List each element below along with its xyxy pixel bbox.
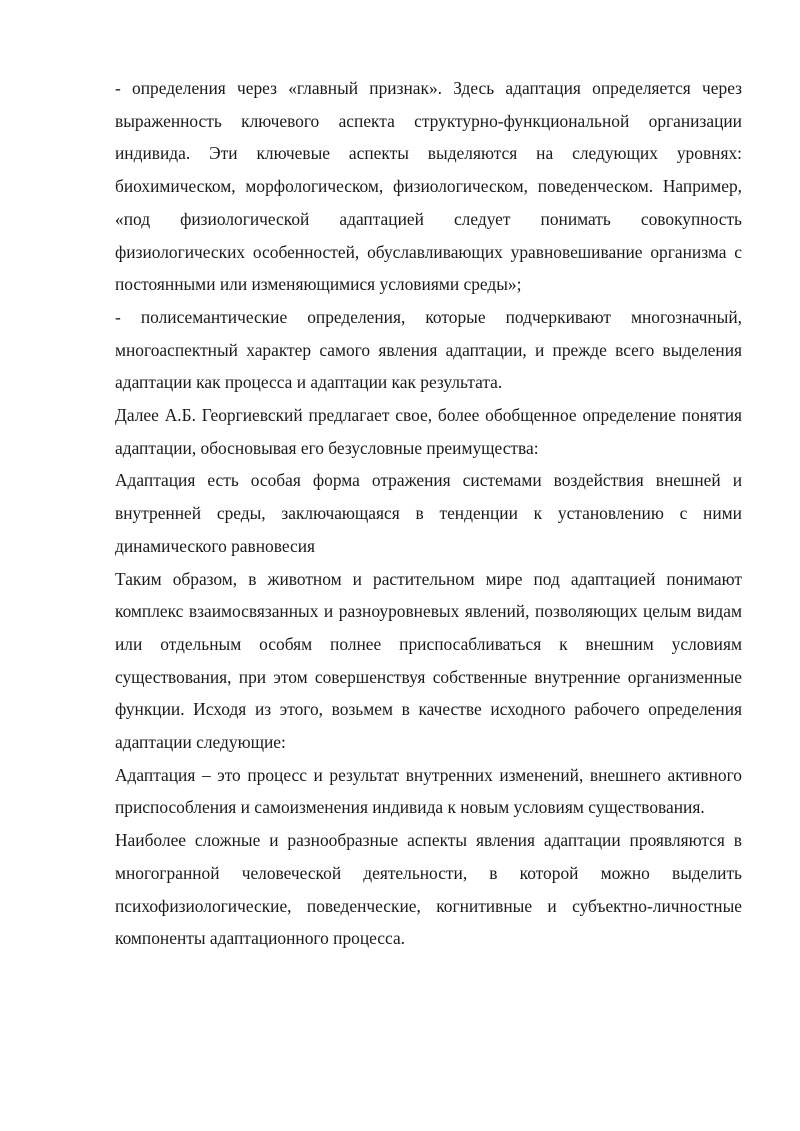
paragraph-georgievsky-definition: Адаптация есть особая форма отражения системами воздействия внешней и внутренней среды, заключающаяся в тенденции к установлению с ними динамического равновесия bbox=[115, 470, 742, 556]
paragraph-summary: Таким образом, в животном и растительном мире под адаптацией понимают комплекс взаимосвязанных и разноуровневых явлений, позволяющих целым видам или отдельным особям полнее приспосабливаться к внешним условиям существования, при этом совершенствуя собственные внутренние организменные функции. Исходя из этого, возьмем в качестве исходного рабочего определения адаптации следующие: bbox=[115, 568, 742, 753]
paragraph-working-definition: Адаптация – это процесс и результат внутренних изменений, внешнего активного приспособления и самоизменения индивида к новым условиям существования. bbox=[115, 764, 742, 818]
paragraph-main-feature-definitions: - определения через «главный признак». Здесь адаптация определяется через выраженность ключевого аспекта структурно-функциональной организации индивида. Эти ключевые аспекты выделяются на следующих уровнях: биохимическом, морфологическом, физиологическом, поведенческом. Например, «под физиологической адаптацией следует понимать совокупность физиологических особенностей, обуславливающих уравновешивание организма с постоянными или изменяющимися условиями среды»; bbox=[115, 78, 742, 295]
paragraph-human-activity: Наиболее сложные и разнообразные аспекты явления адаптации проявляются в многогранной человеческой деятельности, в которой можно выделить психофизиологические, поведенческие, когнитивные и субъектно-личностные компоненты адаптационного процесса. bbox=[115, 830, 742, 949]
document-page bbox=[115, 72, 742, 955]
paragraph-georgievsky-intro: Далее А.Б. Георгиевский предлагает свое, более обобщенное определение понятия адаптации, обосновывая его безусловные преимущества: bbox=[115, 405, 742, 458]
paragraph-polysemantic-definitions: - полисемантические определения, которые подчеркивают многозначный, многоаспектный характер самого явления адаптации, и прежде всего выделения адаптации как процесса и адаптации как результата. bbox=[115, 306, 742, 393]
